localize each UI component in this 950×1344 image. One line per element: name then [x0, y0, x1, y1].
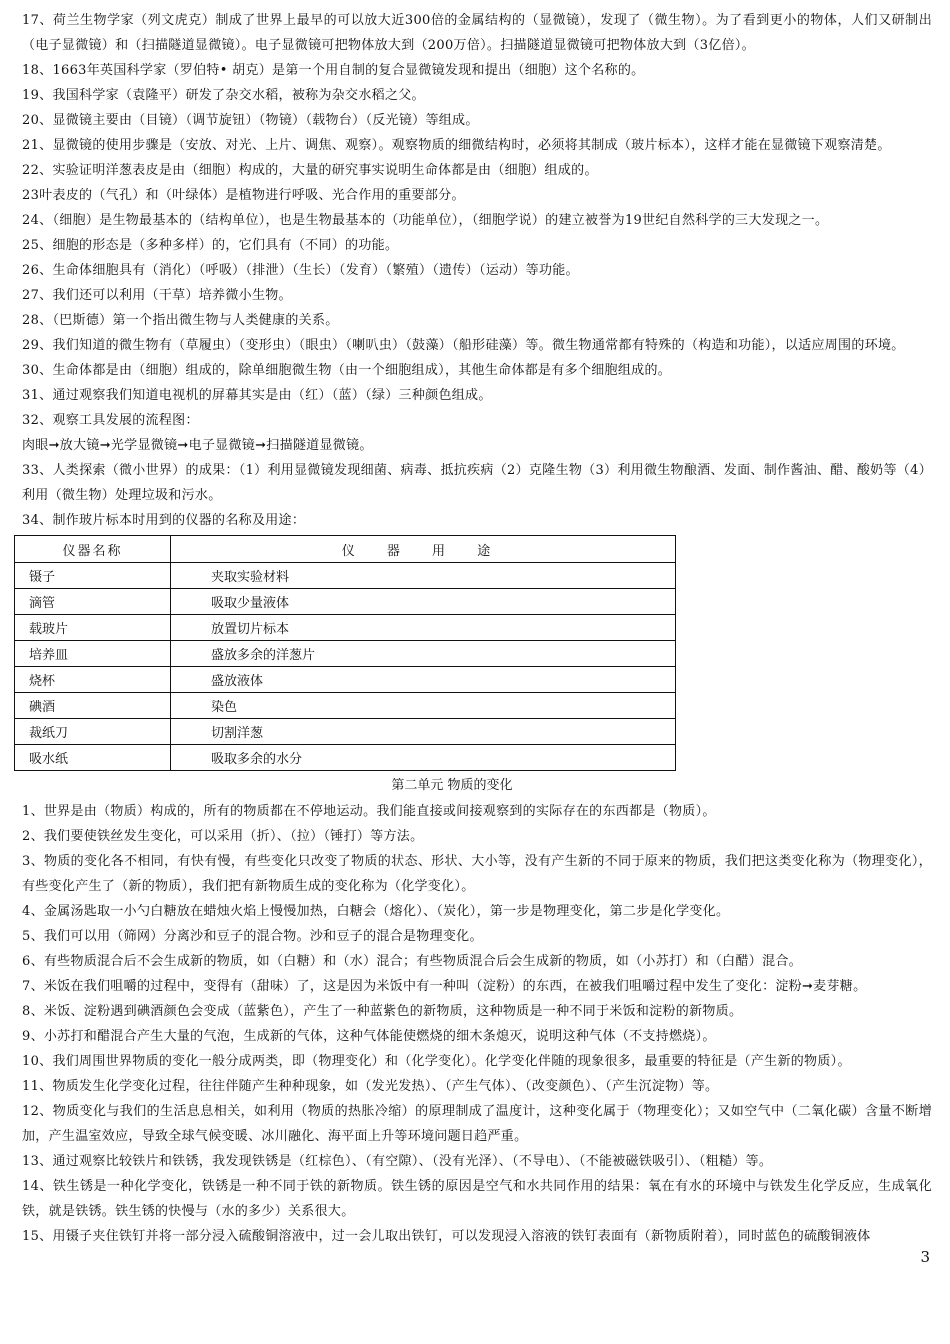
paragraph: 33、人类探索（微小世界）的成果：（1）利用显微镜发现细菌、病毒、抵抗疾病（2）克隆生物（3）利用微生物酿酒、发面、制作酱油、醋、酸奶等（4）利用（微生物）处理垃圾和污水。 — [22, 463, 932, 503]
paragraph: 肉眼➞放大镜➞光学显微镜➞电子显微镜➞扫描隧道显微镜。 — [22, 438, 373, 453]
table-row — [15, 693, 676, 719]
unit-one-section — [22, 8, 932, 533]
unit-title: 第二单元 物质的变化 — [391, 778, 513, 793]
paragraph: 10、我们周围世界物质的变化一般分成两类，即（物理变化）和（化学变化）。化学变化伴随的现象很多，最重要的特征是（产生新的物质）。 — [22, 1054, 851, 1069]
instrument-name-cell: 烧杯 — [15, 667, 171, 693]
paragraph: 8、米饭、淀粉遇到碘酒颜色会变成（蓝紫色），产生了一种蓝紫色的新物质，这种物质是一种不同于米饭和淀粉的新物质。 — [22, 1004, 743, 1019]
instrument-name-cell: 培养皿 — [15, 641, 171, 667]
table-row — [15, 719, 676, 745]
table-header-row — [15, 536, 676, 563]
paragraph: 31、通过观察我们知道电视机的屏幕其实是由（红）（蓝）（绿）三种颜色组成。 — [22, 388, 492, 403]
paragraph: 13、通过观察比较铁片和铁锈，我发现铁锈是（红棕色）、（有空隙）、（没有光泽）、（不导电）、（不能被磁铁吸引）、（粗糙）等。 — [22, 1154, 773, 1169]
instrument-name-cell: 滴管 — [15, 589, 171, 615]
instrument-usage-cell: 吸取少量液体 — [171, 589, 676, 615]
table-row — [15, 563, 676, 589]
table-header-name: 仪器名称 — [15, 536, 171, 563]
paragraph: 25、细胞的形态是（多种多样）的，它们具有（不同）的功能。 — [22, 238, 399, 253]
paragraph: 9、小苏打和醋混合产生大量的气泡，生成新的气体，这种气体能使燃烧的细木条熄灭，说明这种气体（不支持燃烧）。 — [22, 1029, 716, 1044]
instrument-usage-cell: 夹取实验材料 — [171, 563, 676, 589]
paragraph: 23叶表皮的（气孔）和（叶绿体）是植物进行呼吸、光合作用的重要部分。 — [22, 188, 465, 203]
paragraph: 14、铁生锈是一种化学变化，铁锈是一种不同于铁的新物质。铁生锈的原因是空气和水共同作用的结果：氧在有水的环境中与铁发生化学反应，生成氧化铁，就是铁锈。铁生锈的快慢与（水的多少）关系很大。 — [22, 1179, 932, 1219]
table-row — [15, 667, 676, 693]
table-row — [15, 745, 676, 771]
table-header-usage: 仪 器 用 途 — [171, 536, 676, 563]
paragraph: 20、显微镜主要由（目镜）（调节旋钮）（物镜）（载物台）（反光镜）等组成。 — [22, 113, 479, 128]
instrument-table — [14, 535, 676, 771]
paragraph: 4、金属汤匙取一小勺白糖放在蜡烛火焰上慢慢加热，白糖会（熔化）、（炭化），第一步是物理变化，第二步是化学变化。 — [22, 904, 730, 919]
paragraph: 15、用镊子夹住铁钉并将一部分浸入硫酸铜溶液中，过一会儿取出铁钉，可以发现浸入溶液的铁钉表面有（新物质附着），同时蓝色的硫酸铜液体 — [22, 1229, 871, 1244]
paragraph: 3、物质的变化各不相同，有快有慢，有些变化只改变了物质的状态、形状、大小等，没有产生新的不同于原来的物质，我们把这类变化称为（物理变化），有些变化产生了（新的物质），我们把有新物质生成的变化称为（化学变化）。 — [22, 854, 932, 894]
paragraph: 21、显微镜的使用步骤是（安放、对光、上片、调焦、观察）。观察物质的细微结构时，必须将其制成（玻片标本），这样才能在显微镜下观察清楚。 — [22, 138, 891, 153]
paragraph: 12、物质变化与我们的生活息息相关，如利用（物质的热胀冷缩）的原理制成了温度计，这种变化属于（物理变化）；又如空气中（二氧化碳）含量不断增加，产生温室效应，导致全球气候变暖、冰川融化、海平面上升等环境问题日趋严重。 — [22, 1104, 932, 1144]
table-row — [15, 589, 676, 615]
paragraph: 19、我国科学家（袁隆平）研发了杂交水稻，被称为杂交水稻之父。 — [22, 88, 425, 103]
paragraph: 34、制作玻片标本时用到的仪器的名称及用途： — [22, 513, 306, 528]
instrument-usage-cell: 放置切片标本 — [171, 615, 676, 641]
paragraph: 1、世界是由（物质）构成的，所有的物质都在不停地运动。我们能直接或间接观察到的实际存在的东西都是（物质）。 — [22, 804, 716, 819]
instrument-name-cell: 碘酒 — [15, 693, 171, 719]
paragraph: 29、我们知道的微生物有（草履虫）（变形虫）（眼虫）（喇叭虫）（鼓藻）（船形硅藻）等。微生物通常都有特殊的（构造和功能），以适应周围的环境。 — [22, 338, 905, 353]
paragraph: 7、米饭在我们咀嚼的过程中，变得有（甜味）了，这是因为米饭中有一种叫（淀粉）的东西，在被我们咀嚼过程中发生了变化：淀粉➞麦芽糖。 — [22, 979, 867, 994]
table-row — [15, 615, 676, 641]
instrument-table-wrapper — [14, 535, 676, 771]
paragraph: 24、（细胞）是生物最基本的（结构单位），也是生物最基本的（功能单位），（细胞学说）的建立被誉为19世纪自然科学的三大发现之一。 — [22, 213, 829, 228]
instrument-name-cell: 载玻片 — [15, 615, 171, 641]
paragraph: 17、荷兰生物学家（列文虎克）制成了世界上最早的可以放大近300倍的金属结构的（显微镜），发现了（微生物）。为了看到更小的物体，人们又研制出（电子显微镜）和（扫描隧道显微镜）。电子显微镜可把物体放大到（200万倍）。扫描隧道显微镜可把物体放大到（3亿倍）。 — [22, 13, 932, 53]
document-page — [22, 8, 932, 1249]
paragraph: 26、生命体细胞具有（消化）（呼吸）（排泄）（生长）（发育）（繁殖）（遗传）（运动）等功能。 — [22, 263, 579, 278]
instrument-usage-cell: 吸取多余的水分 — [171, 745, 676, 771]
paragraph: 22、实验证明洋葱表皮是由（细胞）构成的，大量的研究事实说明生命体都是由（细胞）组成的。 — [22, 163, 598, 178]
instrument-name-cell: 镊子 — [15, 563, 171, 589]
paragraph: 2、我们要使铁丝发生变化，可以采用（折）、（拉）（锤打）等方法。 — [22, 829, 424, 844]
instrument-usage-cell: 切割洋葱 — [171, 719, 676, 745]
page-number: 3 — [920, 1248, 930, 1266]
paragraph: 32、观察工具发展的流程图： — [22, 413, 199, 428]
instrument-usage-cell: 染色 — [171, 693, 676, 719]
paragraph: 5、我们可以用（筛网）分离沙和豆子的混合物。沙和豆子的混合是物理变化。 — [22, 929, 483, 944]
paragraph: 27、我们还可以利用（干草）培养微小生物。 — [22, 288, 292, 303]
instrument-usage-cell: 盛放液体 — [171, 667, 676, 693]
paragraph: 11、物质发生化学变化过程，往往伴随产生种种现象，如（发光发热）、（产生气体）、（改变颜色）、（产生沉淀物）等。 — [22, 1079, 719, 1094]
instrument-name-cell: 裁纸刀 — [15, 719, 171, 745]
paragraph: 28、（巴斯德）第一个指出微生物与人类健康的关系。 — [22, 313, 339, 328]
paragraph: 6、有些物质混合后不会生成新的物质，如（白糖）和（水）混合；有些物质混合后会生成新的物质，如（小苏打）和（白醋）混合。 — [22, 954, 802, 969]
instrument-usage-cell: 盛放多余的洋葱片 — [171, 641, 676, 667]
paragraph: 30、生命体都是由（细胞）组成的，除单细胞微生物（由一个细胞组成），其他生命体都是有多个细胞组成的。 — [22, 363, 672, 378]
instrument-name-cell: 吸水纸 — [15, 745, 171, 771]
unit-two-section — [22, 799, 932, 1249]
table-row — [15, 641, 676, 667]
paragraph: 18、1663年英国科学家（罗伯特• 胡克）是第一个用自制的复合显微镜发现和提出（细胞）这个名称的。 — [22, 63, 645, 78]
